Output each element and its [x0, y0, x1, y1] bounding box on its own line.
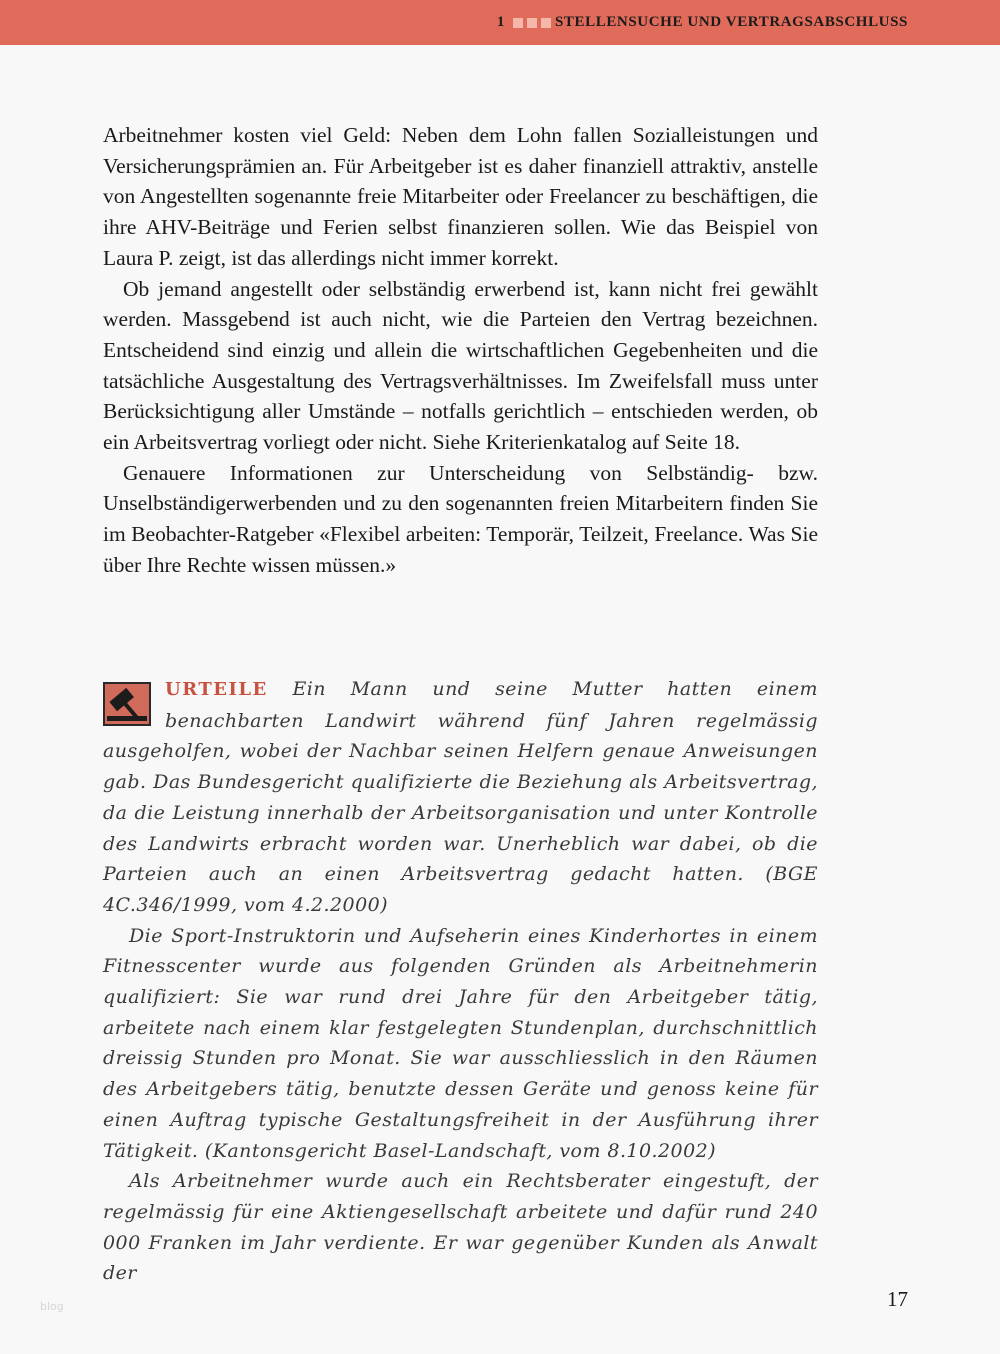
header-square-icon: [513, 18, 523, 28]
page-number: 17: [887, 1287, 908, 1311]
gavel-icon: [103, 682, 151, 726]
main-text: [103, 120, 818, 581]
header-square-icon: [527, 18, 537, 28]
chapter-title: STELLENSUCHE UND VERTRAGSABSCHLUSS: [554, 14, 908, 30]
chapter-number: 1: [496, 14, 505, 30]
paragraph: Arbeitnehmer kosten viel Geld: Neben dem Lohn fallen Sozialleistungen und Versicherungsprämien an. Für Arbeitgeber ist es daher finanziell attraktiv, anstelle von Angestellten sogenannte freie Mitarbeiter oder Freelancer zu beschäftigen, die ihre AHV-Beiträge und Ferien selbst finanzieren sollen. Wie das Beispiel von Laura P. zeigt, ist das allerdings nicht immer korrekt.: [103, 123, 818, 270]
urteile-label: URTEILE: [165, 679, 268, 700]
watermark: blog: [40, 1300, 64, 1313]
header-square-icon: [541, 18, 551, 28]
ruling-text: Als Arbeitnehmer wurde auch ein Rechtsberater eingestuft, der regelmässig für eine Aktiengesellschaft arbeitete und dafür rund 240 000 Franken im Jahr verdiente. Er war gegenüber Kunden als Anwalt der: [103, 1170, 818, 1285]
running-header: [497, 0, 908, 45]
urteile-box: [103, 674, 818, 1289]
paragraph: Ob jemand angestellt oder selbständig erwerbend ist, kann nicht frei gewählt werden. Massgebend ist auch nicht, wie die Parteien den Vertrag bezeichnen. Entscheidend sind einzig und allein die wirtschaftlichen Gegebenheiten und die tatsächliche Ausgestaltung des Vertragsverhältnisses. Im Zweifelsfall muss unter Berücksichtigung aller Umstände – notfalls gerichtlich – entschieden werden, ob ein Arbeitsvertrag vorliegt oder nicht. Siehe Kriterienkatalog auf Seite 18.: [103, 276, 818, 455]
ruling-text: Ein Mann und seine Mutter hatten einem benachbarten Landwirt während fünf Jahren regelmässig ausgeholfen, wobei der Nachbar seinen Helfern genaue Anweisungen gab. Das Bundesgericht qualifizierte die Beziehung als Arbeitsvertrag, da die Leistung innerhalb der Arbeitsorganisation und unter Kontrolle des Landwirts erbracht worden war. Unerheblich war dabei, ob die Parteien auch an einen Arbeitsvertrag gedacht hatten. (BGE 4C.346/1999, vom 4.2.2000): [103, 678, 818, 916]
ruling-text: Die Sport-Instruktorin und Aufseherin eines Kinderhortes in einem Fitnesscenter wurde aus folgenden Gründen als Arbeitnehmerin qualifiziert: Sie war rund drei Jahre für den Arbeitgeber tätig, arbeitete nach einem klar festgelegten Stundenplan, durchschnittlich dreissig Stunden pro Monat. Sie war ausschliesslich in den Räumen des Arbeitgebers tätig, benutzte dessen Geräte und genoss keine für einen Auftrag typische Gestaltungsfreiheit in der Ausführung ihrer Tätigkeit. (Kantonsgericht Basel-Landschaft, vom 8.10.2002): [103, 924, 818, 1162]
paragraph: Genauere Informationen zur Unterscheidung von Selbständig- bzw. Unselbständigerwerbenden und zu den sogenannten freien Mitarbeitern finden Sie im Beobachter-Ratgeber «Flexibel arbeiten: Temporär, Teilzeit, Freelance. Was Sie über Ihre Rechte wissen müssen.»: [103, 460, 818, 577]
